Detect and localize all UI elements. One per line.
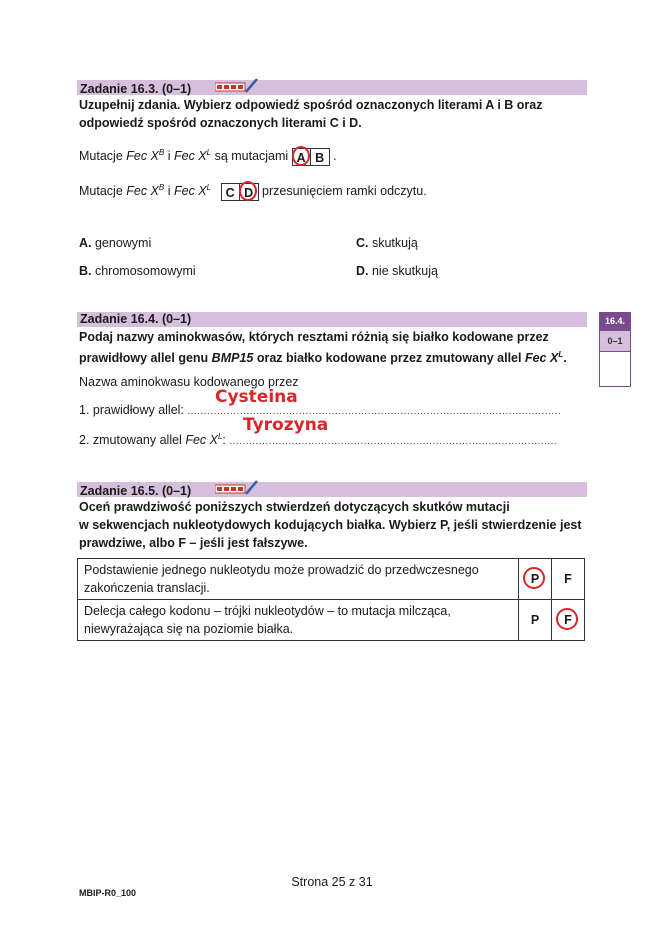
pencil-icon (215, 480, 259, 500)
sentence-2: Mutacje Fec $X^B$ i Fec $X^L$ C D przesunięciem ramki odczytu. (79, 178, 427, 201)
choice-a-box[interactable]: A (292, 148, 311, 166)
score-box-task: 16.4. (600, 313, 630, 330)
option-a: A. genowymi (79, 236, 152, 250)
option-c: C. skutkują (356, 236, 418, 250)
task-16-3-instruction: Uzupełnij zdania. Wybierz odpowiedź spośród oznaczonych literami A i B oraz odpowiedź spośród oznaczonych literami C i D. (79, 98, 543, 130)
choice-b-box[interactable]: B (311, 148, 330, 166)
score-box-field (600, 351, 630, 386)
selection-circle (239, 181, 257, 201)
statement-2: Delecja całego kodonu – trójki nukleotydów – to mutacja milcząca, niewyrażająca się na poziomie białka. (78, 600, 519, 641)
task-16-4-header (77, 312, 587, 327)
answer-prompt: Nazwa aminokwasu kodowanego przez (79, 375, 299, 389)
task-title: Zadanie 16.3. (0–1) (80, 82, 192, 97)
table-row (78, 600, 585, 641)
page-number: Strona 25 z 31 (291, 875, 373, 889)
choice-d-box[interactable]: D (240, 183, 259, 201)
table-row (78, 559, 585, 600)
selection-circle (556, 608, 578, 630)
handwritten-answer-1: Cysteina (215, 387, 298, 407)
option-d: D. nie skutkują (356, 264, 438, 278)
statement-2-f[interactable]: F (552, 600, 585, 641)
choice-ab[interactable] (292, 148, 330, 166)
document-code: MBIP-R0_100 (79, 888, 137, 898)
sentence-1: Mutacje Fec $X^B$ i Fec $X^L$ są mutacjami A B . (79, 143, 337, 166)
choice-cd[interactable] (221, 183, 259, 201)
task-16-5-instruction: Oceń prawdziwość poniższych stwierdzeń dotyczących skutków mutacji w sekwencjach nukleotydowych kodujących białka. Wybierz P, jeśli stwierdzenie jest prawdziwe, albo F – jeśli jest fałszywe. (79, 500, 582, 550)
answer-line-1[interactable]: 1. prawidłowy allel: .................................................................................................................. (79, 403, 562, 417)
selection-circle (523, 567, 545, 589)
selection-circle (292, 146, 310, 166)
task-16-4-instruction: Podaj nazwy aminokwasów, których resztami różnią się białko kodowane przez prawidłowy allel genu BMP15 oraz białko kodowane przez zmutowany allel Fec $X^L$. (79, 330, 567, 366)
statement-1-f[interactable]: F (552, 559, 585, 600)
choice-c-box[interactable]: C (221, 183, 240, 201)
score-box (599, 312, 631, 387)
task-title: Zadanie 16.4. (0–1) (80, 312, 192, 326)
pencil-icon (215, 78, 259, 98)
task-16-3-header (77, 80, 587, 95)
option-b: B. chromosomowymi (79, 264, 196, 278)
task-16-5-header (77, 482, 587, 497)
answer-line-2[interactable]: 2. zmutowany allel Fec $X^L$: .................................................................................................... (79, 432, 558, 448)
statement-1: Podstawienie jednego nukleotydu może prowadzić do przedwczesnego zakończenia translacji. (78, 559, 519, 600)
statement-2-p[interactable]: P (519, 600, 552, 641)
task-title: Zadanie 16.5. (0–1) (80, 484, 192, 499)
handwritten-answer-2: Tyrozyna (243, 415, 329, 435)
true-false-table (77, 558, 585, 641)
statement-1-p[interactable]: P (519, 559, 552, 600)
score-box-points: 0–1 (600, 330, 630, 351)
